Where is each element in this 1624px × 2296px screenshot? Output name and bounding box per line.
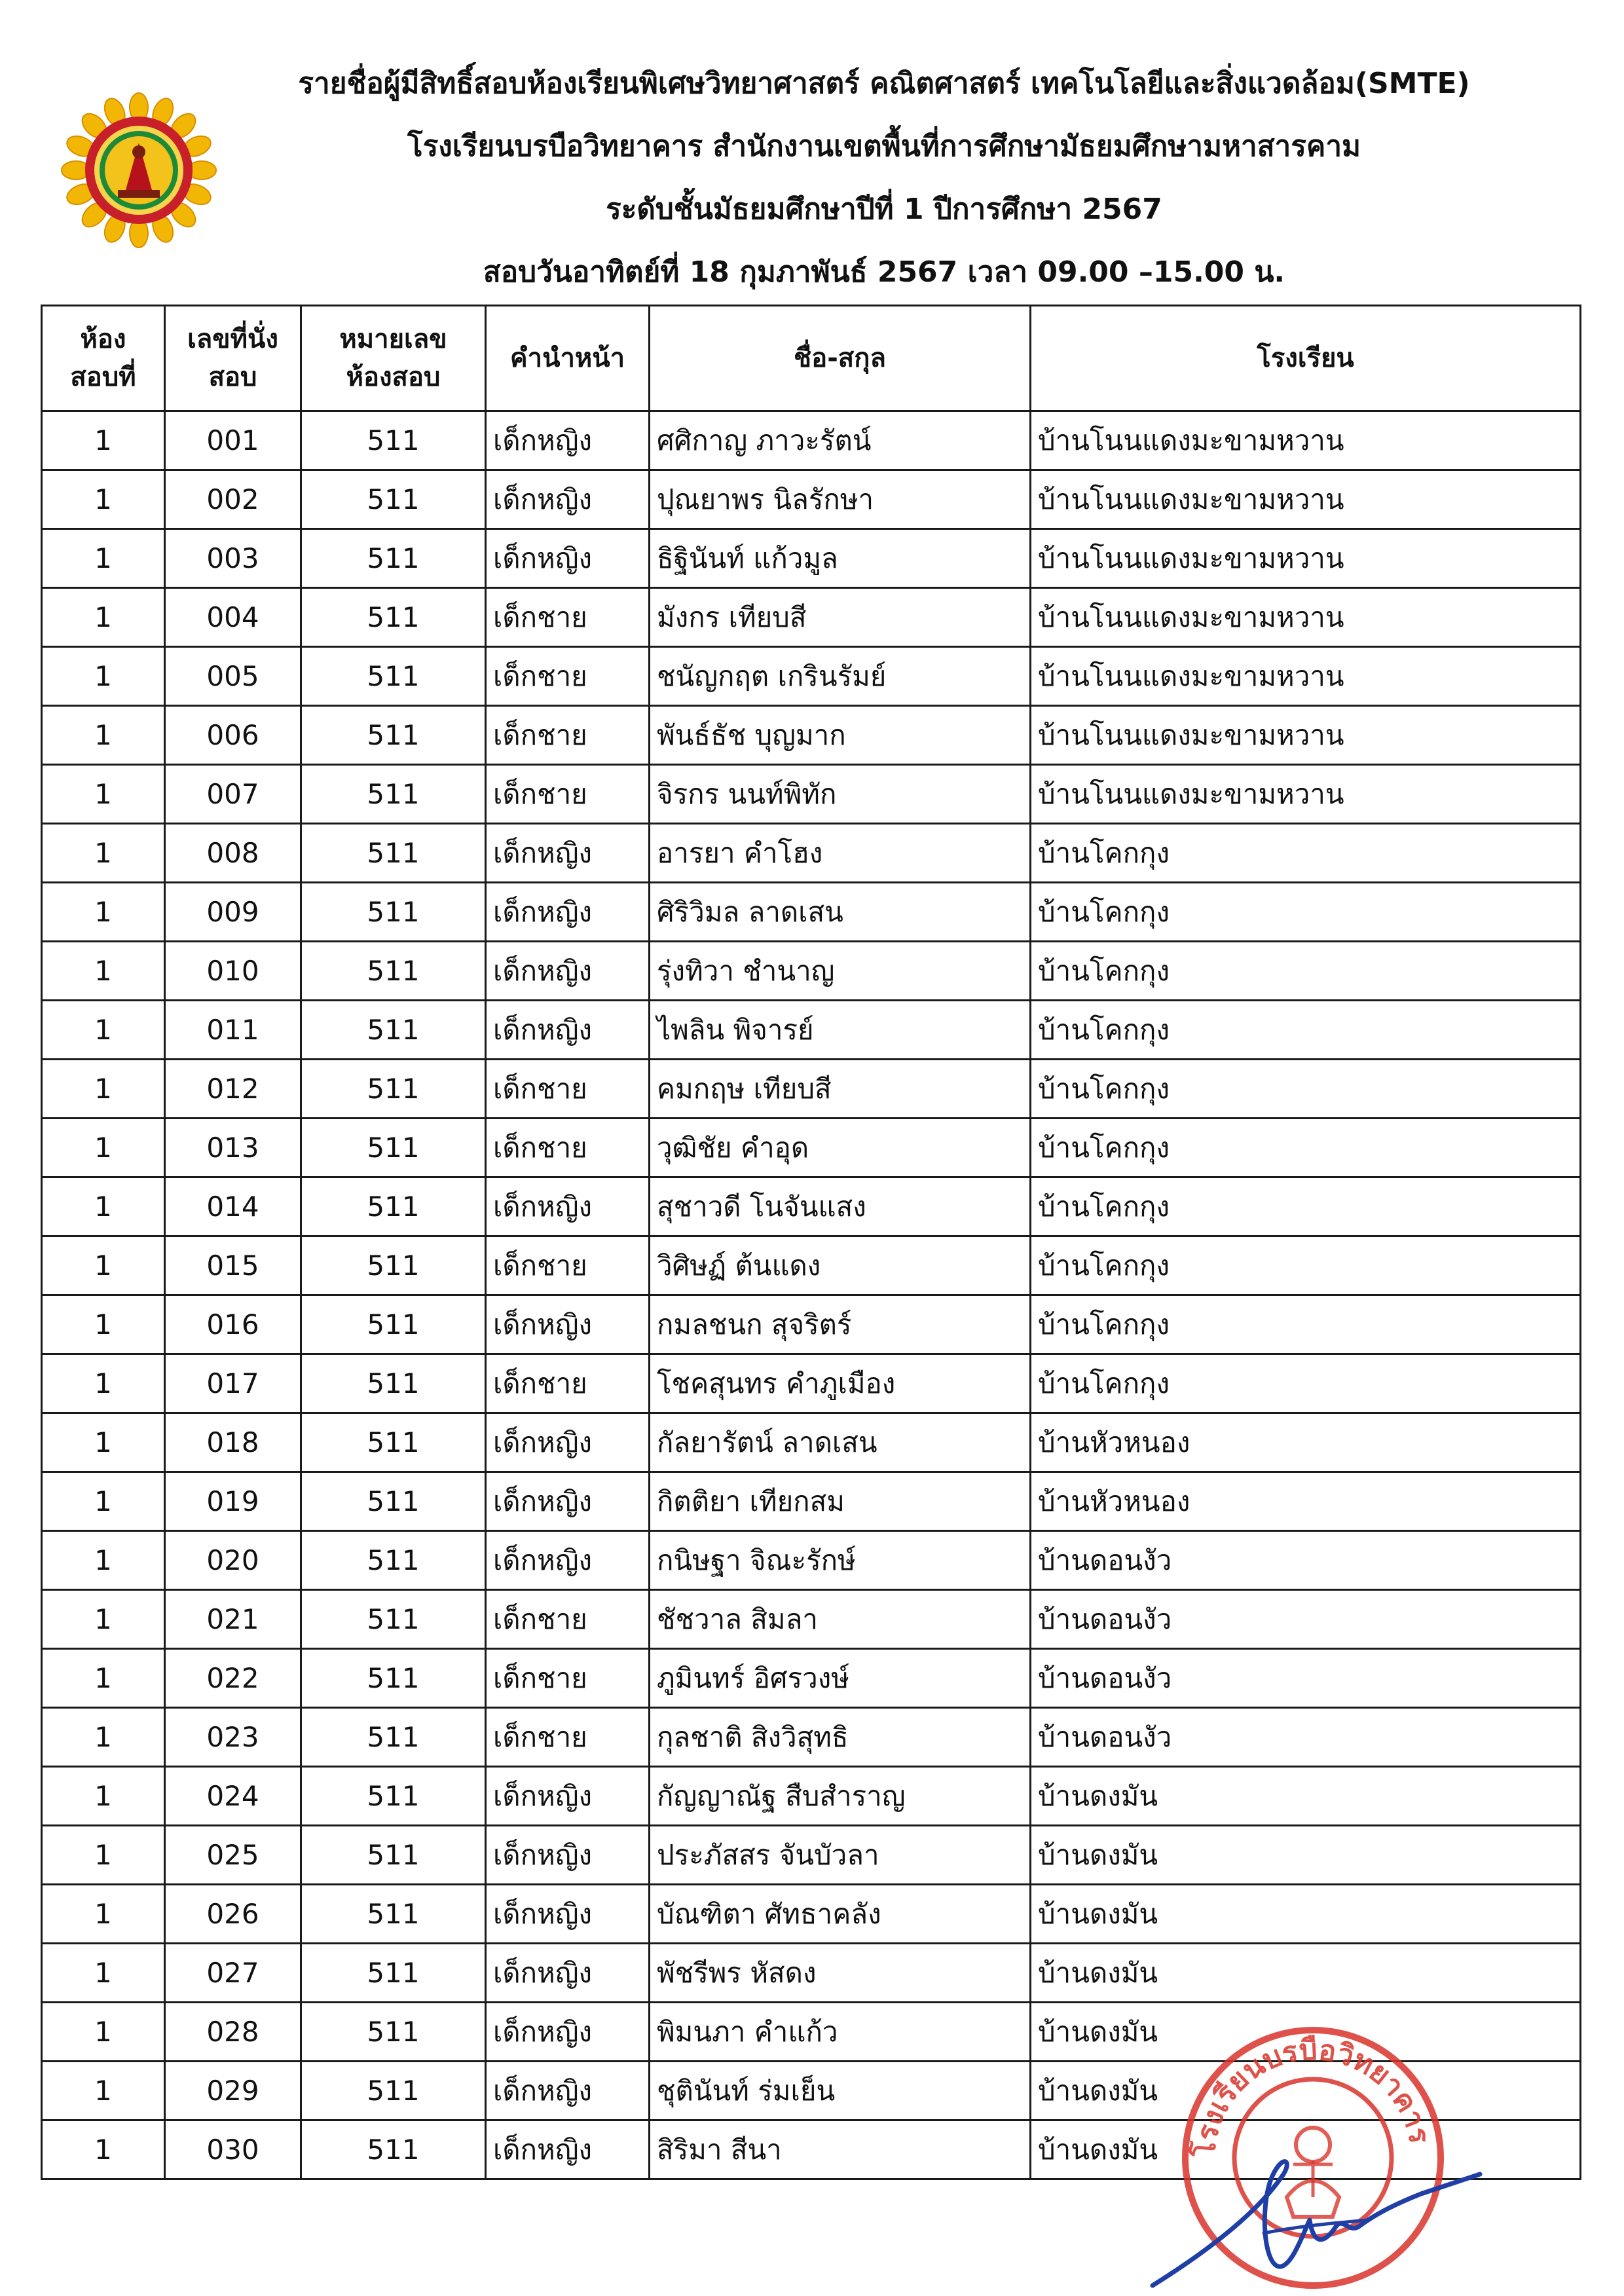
header-name: ชื่อ-สกุล <box>650 306 1031 411</box>
cell-prefix: เด็กหญิง <box>486 529 650 588</box>
cell-room-number: 511 <box>301 588 486 647</box>
cell-name: กนิษฐา จิณะรักษ์ <box>650 1531 1031 1590</box>
cell-school: บ้านโคกกุง <box>1031 1295 1581 1354</box>
cell-name: สุชาวดี โนจันแสง <box>650 1177 1031 1236</box>
cell-seat: 020 <box>165 1531 301 1590</box>
cell-room: 1 <box>42 1060 165 1119</box>
title-line-4: สอบวันอาทิตย์ที่ 18 กุมภาพันธ์ 2567 เวลา 09.00 –15.00 น. <box>483 255 1285 289</box>
cell-name: ปุณยาพร นิลรักษา <box>650 470 1031 529</box>
title-line-2: โรงเรียนบรบือวิทยาคาร สำนักงานเขตพื้นที่การศึกษามัธยมศึกษามหาสารคาม <box>407 130 1361 163</box>
cell-seat: 002 <box>165 470 301 529</box>
cell-prefix: เด็กชาย <box>486 1590 650 1649</box>
school-logo-icon <box>60 92 217 249</box>
cell-room-number: 511 <box>301 1060 486 1119</box>
cell-seat: 018 <box>165 1413 301 1472</box>
cell-school: บ้านโนนแดงมะขามหวาน <box>1031 470 1581 529</box>
cell-seat: 014 <box>165 1177 301 1236</box>
cell-name: พิมนภา คำแก้ว <box>650 2003 1031 2062</box>
cell-name: โชคสุนทร คำภูเมือง <box>650 1354 1031 1413</box>
cell-prefix: เด็กหญิง <box>486 824 650 883</box>
cell-room: 1 <box>42 1649 165 1708</box>
cell-room: 1 <box>42 824 165 883</box>
cell-room: 1 <box>42 1236 165 1295</box>
table-row <box>42 824 1581 883</box>
cell-school: บ้านโคกกุง <box>1031 1177 1581 1236</box>
cell-seat: 021 <box>165 1590 301 1649</box>
candidate-table <box>41 305 1581 2180</box>
cell-seat: 001 <box>165 411 301 470</box>
cell-seat: 003 <box>165 529 301 588</box>
cell-name: อารยา คำโฮง <box>650 824 1031 883</box>
header-prefix: คำนำหน้า <box>486 306 650 411</box>
cell-prefix: เด็กหญิง <box>486 1885 650 1944</box>
cell-seat: 006 <box>165 706 301 765</box>
cell-room-number: 511 <box>301 1354 486 1413</box>
cell-prefix: เด็กหญิง <box>486 1944 650 2003</box>
cell-seat: 010 <box>165 942 301 1001</box>
cell-prefix: เด็กชาย <box>486 706 650 765</box>
cell-prefix: เด็กหญิง <box>486 1295 650 1354</box>
cell-room-number: 511 <box>301 1649 486 1708</box>
table-row <box>42 1885 1581 1944</box>
cell-room: 1 <box>42 706 165 765</box>
cell-prefix: เด็กชาย <box>486 1060 650 1119</box>
cell-room-number: 511 <box>301 2120 486 2179</box>
cell-school: บ้านโคกกุง <box>1031 1236 1581 1295</box>
table-row <box>42 529 1581 588</box>
cell-prefix: เด็กหญิง <box>486 2120 650 2179</box>
cell-seat: 008 <box>165 824 301 883</box>
cell-prefix: เด็กหญิง <box>486 1472 650 1531</box>
cell-school: บ้านดงมัน <box>1031 2003 1581 2062</box>
cell-name: บัณฑิตา ศัทธาคลัง <box>650 1885 1031 1944</box>
cell-room: 1 <box>42 1885 165 1944</box>
cell-room-number: 511 <box>301 1885 486 1944</box>
cell-school: บ้านโคกกุง <box>1031 1001 1581 1060</box>
cell-prefix: เด็กหญิง <box>486 942 650 1001</box>
cell-school: บ้านโคกกุง <box>1031 824 1581 883</box>
cell-prefix: เด็กหญิง <box>486 1767 650 1826</box>
cell-school: บ้านดอนงัว <box>1031 1590 1581 1649</box>
cell-school: บ้านโคกกุง <box>1031 942 1581 1001</box>
cell-room-number: 511 <box>301 942 486 1001</box>
cell-room: 1 <box>42 1001 165 1060</box>
cell-school: บ้านดงมัน <box>1031 1885 1581 1944</box>
cell-room: 1 <box>42 470 165 529</box>
cell-seat: 029 <box>165 2062 301 2120</box>
cell-room: 1 <box>42 529 165 588</box>
table-row <box>42 1531 1581 1590</box>
cell-prefix: เด็กชาย <box>486 1708 650 1767</box>
header-room-line-2: สอบที่ <box>70 362 136 392</box>
cell-room-number: 511 <box>301 1236 486 1295</box>
cell-prefix: เด็กหญิง <box>486 883 650 942</box>
cell-prefix: เด็กชาย <box>486 765 650 824</box>
table-row <box>42 1413 1581 1472</box>
cell-name: ประภัสสร จันบัวลา <box>650 1826 1031 1885</box>
cell-room-number: 511 <box>301 1590 486 1649</box>
cell-name: วิศิษฏ์ ต้นแดง <box>650 1236 1031 1295</box>
cell-school: บ้านโคกกุง <box>1031 1060 1581 1119</box>
cell-room: 1 <box>42 2003 165 2062</box>
cell-seat: 013 <box>165 1119 301 1177</box>
cell-name: กัญญาณัฐ สืบสำราญ <box>650 1767 1031 1826</box>
cell-room-number: 511 <box>301 883 486 942</box>
table-row <box>42 588 1581 647</box>
cell-seat: 026 <box>165 1885 301 1944</box>
table-row <box>42 411 1581 470</box>
cell-room-number: 511 <box>301 1708 486 1767</box>
cell-school: บ้านดงมัน <box>1031 1767 1581 1826</box>
cell-name: รุ่งทิวา ชำนาญ <box>650 942 1031 1001</box>
cell-school: บ้านดงมัน <box>1031 2062 1581 2120</box>
cell-school: บ้านโนนแดงมะขามหวาน <box>1031 529 1581 588</box>
table-row <box>42 1354 1581 1413</box>
cell-room: 1 <box>42 411 165 470</box>
cell-name: พัชรีพร หัสดง <box>650 1944 1031 2003</box>
table-row <box>42 883 1581 942</box>
svg-text:โรงเรียนบรบือวิทยาคาร: โรงเรียนบรบือวิทยาคาร <box>1188 2033 1437 2158</box>
cell-school: บ้านดงมัน <box>1031 1826 1581 1885</box>
table-row <box>42 1060 1581 1119</box>
cell-prefix: เด็กหญิง <box>486 2062 650 2120</box>
cell-prefix: เด็กชาย <box>486 1649 650 1708</box>
cell-school: บ้านโนนแดงมะขามหวาน <box>1031 706 1581 765</box>
cell-name: กุลชาติ สิงวิสุทธิ <box>650 1708 1031 1767</box>
header-seat-line-1: เลขที่นั่ง <box>187 324 278 354</box>
cell-room: 1 <box>42 1708 165 1767</box>
table-row <box>42 1767 1581 1826</box>
cell-room-number: 511 <box>301 1295 486 1354</box>
cell-room: 1 <box>42 942 165 1001</box>
cell-school: บ้านดอนงัว <box>1031 1531 1581 1590</box>
header-room-number-line-2: ห้องสอบ <box>346 362 441 392</box>
cell-name: สิริมา สีนา <box>650 2120 1031 2179</box>
table-row <box>42 1590 1581 1649</box>
table-row <box>42 942 1581 1001</box>
cell-name: วุฒิชัย คำอุด <box>650 1119 1031 1177</box>
cell-school: บ้านดงมัน <box>1031 2120 1581 2179</box>
cell-room-number: 511 <box>301 765 486 824</box>
cell-room-number: 511 <box>301 1119 486 1177</box>
cell-room: 1 <box>42 1944 165 2003</box>
cell-prefix: เด็กชาย <box>486 1236 650 1295</box>
cell-prefix: เด็กหญิง <box>486 470 650 529</box>
cell-seat: 012 <box>165 1060 301 1119</box>
table-row <box>42 647 1581 706</box>
cell-school: บ้านโคกกุง <box>1031 883 1581 942</box>
cell-seat: 015 <box>165 1236 301 1295</box>
title-line-3: ระดับชั้นมัธยมศึกษาปีที่ 1 ปีการศึกษา 2567 <box>606 193 1162 226</box>
signature-icon <box>1113 2135 1519 2296</box>
cell-room: 1 <box>42 883 165 942</box>
table-row <box>42 1944 1581 2003</box>
cell-room-number: 511 <box>301 411 486 470</box>
cell-room-number: 511 <box>301 2062 486 2120</box>
cell-room-number: 511 <box>301 1472 486 1531</box>
cell-name: พันธ์ธัช บุญมาก <box>650 706 1031 765</box>
cell-seat: 005 <box>165 647 301 706</box>
cell-school: บ้านหัวหนอง <box>1031 1413 1581 1472</box>
cell-room: 1 <box>42 2120 165 2179</box>
cell-name: คมกฤษ เทียบสี <box>650 1060 1031 1119</box>
cell-prefix: เด็กหญิง <box>486 1826 650 1885</box>
table-row <box>42 1826 1581 1885</box>
cell-prefix: เด็กหญิง <box>486 1177 650 1236</box>
header-room-number-line-1: หมายเลข <box>339 324 447 354</box>
cell-seat: 017 <box>165 1354 301 1413</box>
cell-prefix: เด็กชาย <box>486 1354 650 1413</box>
cell-school: บ้านโนนแดงมะขามหวาน <box>1031 765 1581 824</box>
cell-room: 1 <box>42 765 165 824</box>
cell-seat: 019 <box>165 1472 301 1531</box>
cell-room-number: 511 <box>301 529 486 588</box>
table-row <box>42 765 1581 824</box>
table-row <box>42 1119 1581 1177</box>
cell-prefix: เด็กหญิง <box>486 411 650 470</box>
table-row <box>42 1001 1581 1060</box>
cell-room-number: 511 <box>301 1531 486 1590</box>
cell-name: กัลยารัตน์ ลาดเสน <box>650 1413 1031 1472</box>
cell-seat: 023 <box>165 1708 301 1767</box>
table-row <box>42 1472 1581 1531</box>
header-seat <box>165 306 301 411</box>
cell-prefix: เด็กหญิง <box>486 1413 650 1472</box>
cell-school: บ้านโนนแดงมะขามหวาน <box>1031 647 1581 706</box>
cell-name: ศศิกาญ ภาวะรัตน์ <box>650 411 1031 470</box>
table-row <box>42 706 1581 765</box>
cell-name: ไพลิน พิจารย์ <box>650 1001 1031 1060</box>
cell-prefix: เด็กชาย <box>486 588 650 647</box>
title-line-1: รายชื่อผู้มีสิทธิ์สอบห้องเรียนพิเศษวิทยาศาสตร์ คณิตศาสตร์ เทคโนโลยีและสิ่งแวดล้อม(SMTE) <box>298 67 1470 100</box>
table-row <box>42 1295 1581 1354</box>
cell-room: 1 <box>42 2062 165 2120</box>
cell-seat: 025 <box>165 1826 301 1885</box>
cell-school: บ้านดอนงัว <box>1031 1649 1581 1708</box>
cell-seat: 004 <box>165 588 301 647</box>
cell-room-number: 511 <box>301 1177 486 1236</box>
table-row <box>42 1177 1581 1236</box>
cell-room: 1 <box>42 1295 165 1354</box>
cell-room-number: 511 <box>301 706 486 765</box>
cell-school: บ้านดงมัน <box>1031 1944 1581 2003</box>
cell-seat: 027 <box>165 1944 301 2003</box>
table-row <box>42 1649 1581 1708</box>
cell-room-number: 511 <box>301 1767 486 1826</box>
cell-room: 1 <box>42 588 165 647</box>
cell-name: จิรกร นนท์พิทัก <box>650 765 1031 824</box>
cell-name: กิตติยา เทียกสม <box>650 1472 1031 1531</box>
cell-school: บ้านหัวหนอง <box>1031 1472 1581 1531</box>
cell-school: บ้านโนนแดงมะขามหวาน <box>1031 411 1581 470</box>
cell-seat: 028 <box>165 2003 301 2062</box>
cell-seat: 011 <box>165 1001 301 1060</box>
cell-room: 1 <box>42 1354 165 1413</box>
table-row <box>42 1236 1581 1295</box>
cell-room: 1 <box>42 1826 165 1885</box>
cell-name: ภูมินทร์ อิศรวงษ์ <box>650 1649 1031 1708</box>
header-seat-line-2: สอบ <box>208 362 257 392</box>
cell-room-number: 511 <box>301 470 486 529</box>
cell-prefix: เด็กหญิง <box>486 1001 650 1060</box>
cell-room-number: 511 <box>301 1826 486 1885</box>
cell-room-number: 511 <box>301 824 486 883</box>
cell-room: 1 <box>42 1119 165 1177</box>
cell-room: 1 <box>42 1767 165 1826</box>
cell-room-number: 511 <box>301 647 486 706</box>
cell-room-number: 511 <box>301 1944 486 2003</box>
cell-seat: 009 <box>165 883 301 942</box>
cell-school: บ้านโคกกุง <box>1031 1119 1581 1177</box>
cell-room: 1 <box>42 1590 165 1649</box>
cell-room: 1 <box>42 1531 165 1590</box>
cell-name: ศิริวิมล ลาดเสน <box>650 883 1031 942</box>
cell-room: 1 <box>42 1413 165 1472</box>
header-room-number <box>301 306 486 411</box>
cell-prefix: เด็กหญิง <box>486 1531 650 1590</box>
cell-school: บ้านโนนแดงมะขามหวาน <box>1031 588 1581 647</box>
cell-room: 1 <box>42 647 165 706</box>
cell-prefix: เด็กหญิง <box>486 2003 650 2062</box>
cell-seat: 016 <box>165 1295 301 1354</box>
table-row <box>42 470 1581 529</box>
table-row <box>42 1708 1581 1767</box>
cell-name: ธิฐินันท์ แก้วมูล <box>650 529 1031 588</box>
cell-seat: 007 <box>165 765 301 824</box>
cell-seat: 024 <box>165 1767 301 1826</box>
cell-seat: 022 <box>165 1649 301 1708</box>
cell-room-number: 511 <box>301 1413 486 1472</box>
header-room <box>42 306 165 411</box>
cell-seat: 030 <box>165 2120 301 2179</box>
cell-prefix: เด็กชาย <box>486 1119 650 1177</box>
cell-name: มังกร เทียบสี <box>650 588 1031 647</box>
cell-room: 1 <box>42 1472 165 1531</box>
document-header <box>216 52 1552 304</box>
cell-prefix: เด็กชาย <box>486 647 650 706</box>
header-room-line-1: ห้อง <box>80 324 126 354</box>
cell-name: ชัชวาล สิมลา <box>650 1590 1031 1649</box>
cell-school: บ้านโคกกุง <box>1031 1354 1581 1413</box>
cell-school: บ้านดอนงัว <box>1031 1708 1581 1767</box>
cell-name: ชนัญกฤต เกรินรัมย์ <box>650 647 1031 706</box>
cell-name: ชุตินันท์ ร่มเย็น <box>650 2062 1031 2120</box>
cell-name: กมลชนก สุจริตร์ <box>650 1295 1031 1354</box>
cell-room: 1 <box>42 1177 165 1236</box>
cell-room-number: 511 <box>301 2003 486 2062</box>
table-header-row <box>42 306 1581 411</box>
header-school: โรงเรียน <box>1031 306 1581 411</box>
cell-room-number: 511 <box>301 1001 486 1060</box>
